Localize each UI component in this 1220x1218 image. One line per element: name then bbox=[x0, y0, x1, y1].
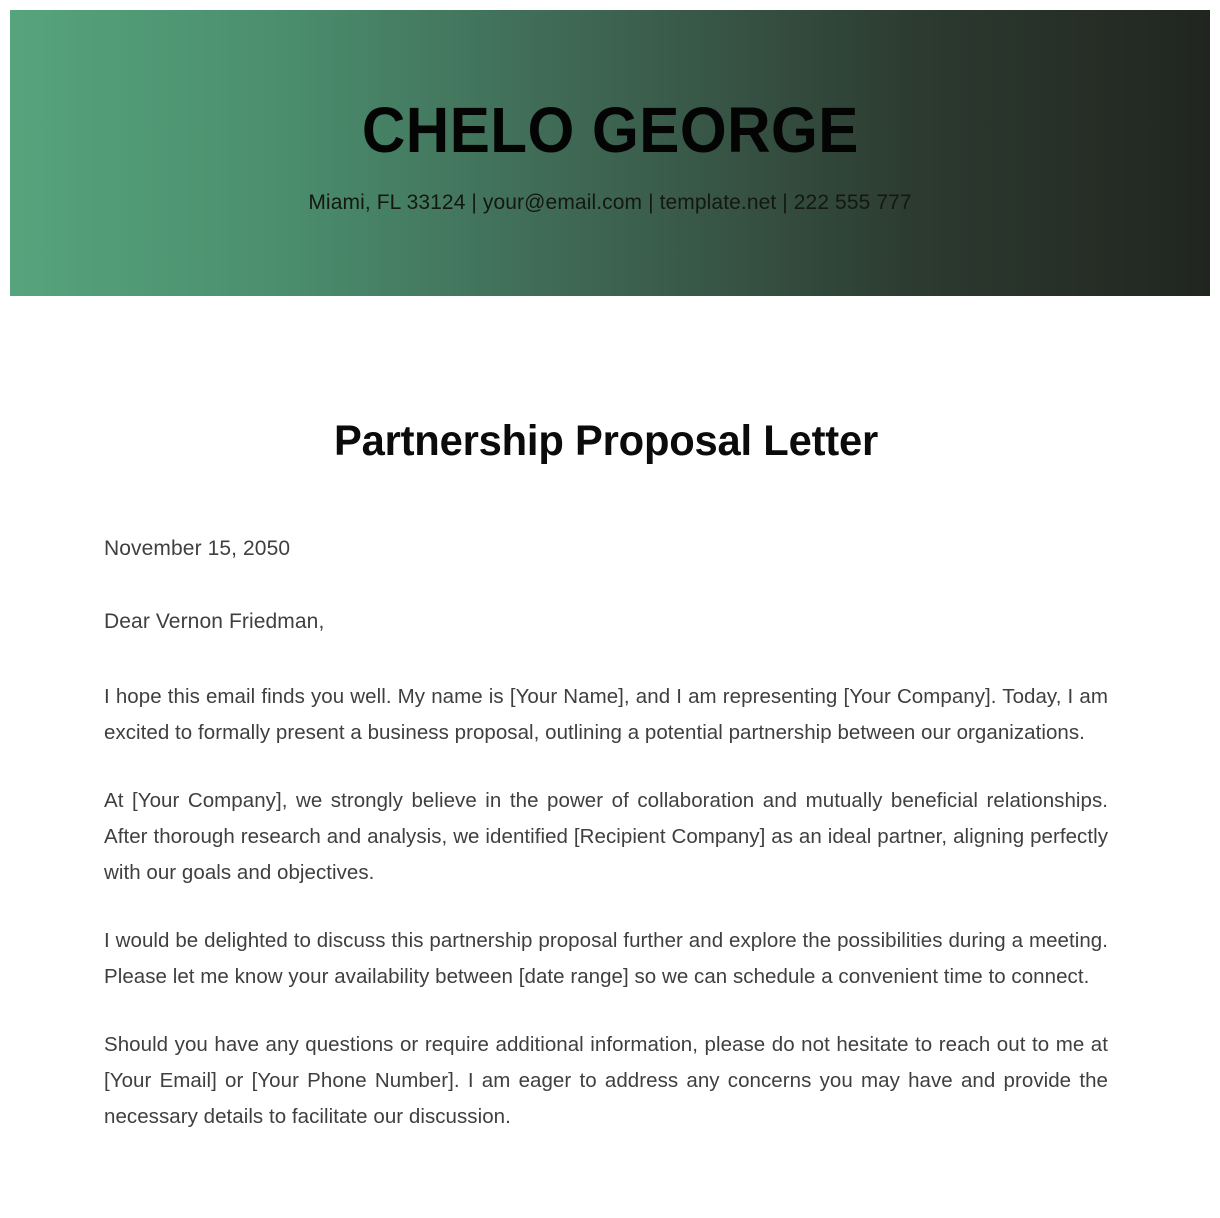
letter-paragraph: I would be delighted to discuss this partnership proposal further and explore the possibilities during a meeting. Please let me know your availability between [date range] so we can schedule a convenient time to connect. bbox=[104, 929, 1108, 989]
sender-name: CHELO GEORGE bbox=[361, 94, 859, 166]
letter-date: November 15, 2050 bbox=[104, 537, 291, 561]
letter-salutation: Dear Vernon Friedman, bbox=[104, 610, 325, 634]
letter-paragraph: I hope this email finds you well. My name is [Your Name], and I am representing [Your Company]. Today, I am excited to formally present a business proposal, outlining a potential partnership between our organizations. bbox=[104, 685, 1108, 745]
letter-paragraphs bbox=[104, 637, 1108, 1135]
letterhead-banner bbox=[10, 10, 1210, 296]
letter-paragraph: At [Your Company], we strongly believe in the power of collaboration and mutually beneficial relationships. After thorough research and analysis, we identified [Recipient Company] as an ideal partner, aligning perfectly with our goals and objectives. bbox=[104, 789, 1108, 885]
letter-paragraph: Should you have any questions or require additional information, please do not hesitate to reach out to me at [Your Email] or [Your Phone Number]. I am eager to address any concerns you may have and provide the necessary details to facilitate our discussion. bbox=[104, 1033, 1108, 1129]
letter-body bbox=[104, 296, 1108, 1135]
page-title: Partnership Proposal Letter bbox=[333, 417, 879, 465]
sender-contact-line: Miami, FL 33124 | your@email.com | template.net | 222 555 777 bbox=[308, 191, 912, 214]
